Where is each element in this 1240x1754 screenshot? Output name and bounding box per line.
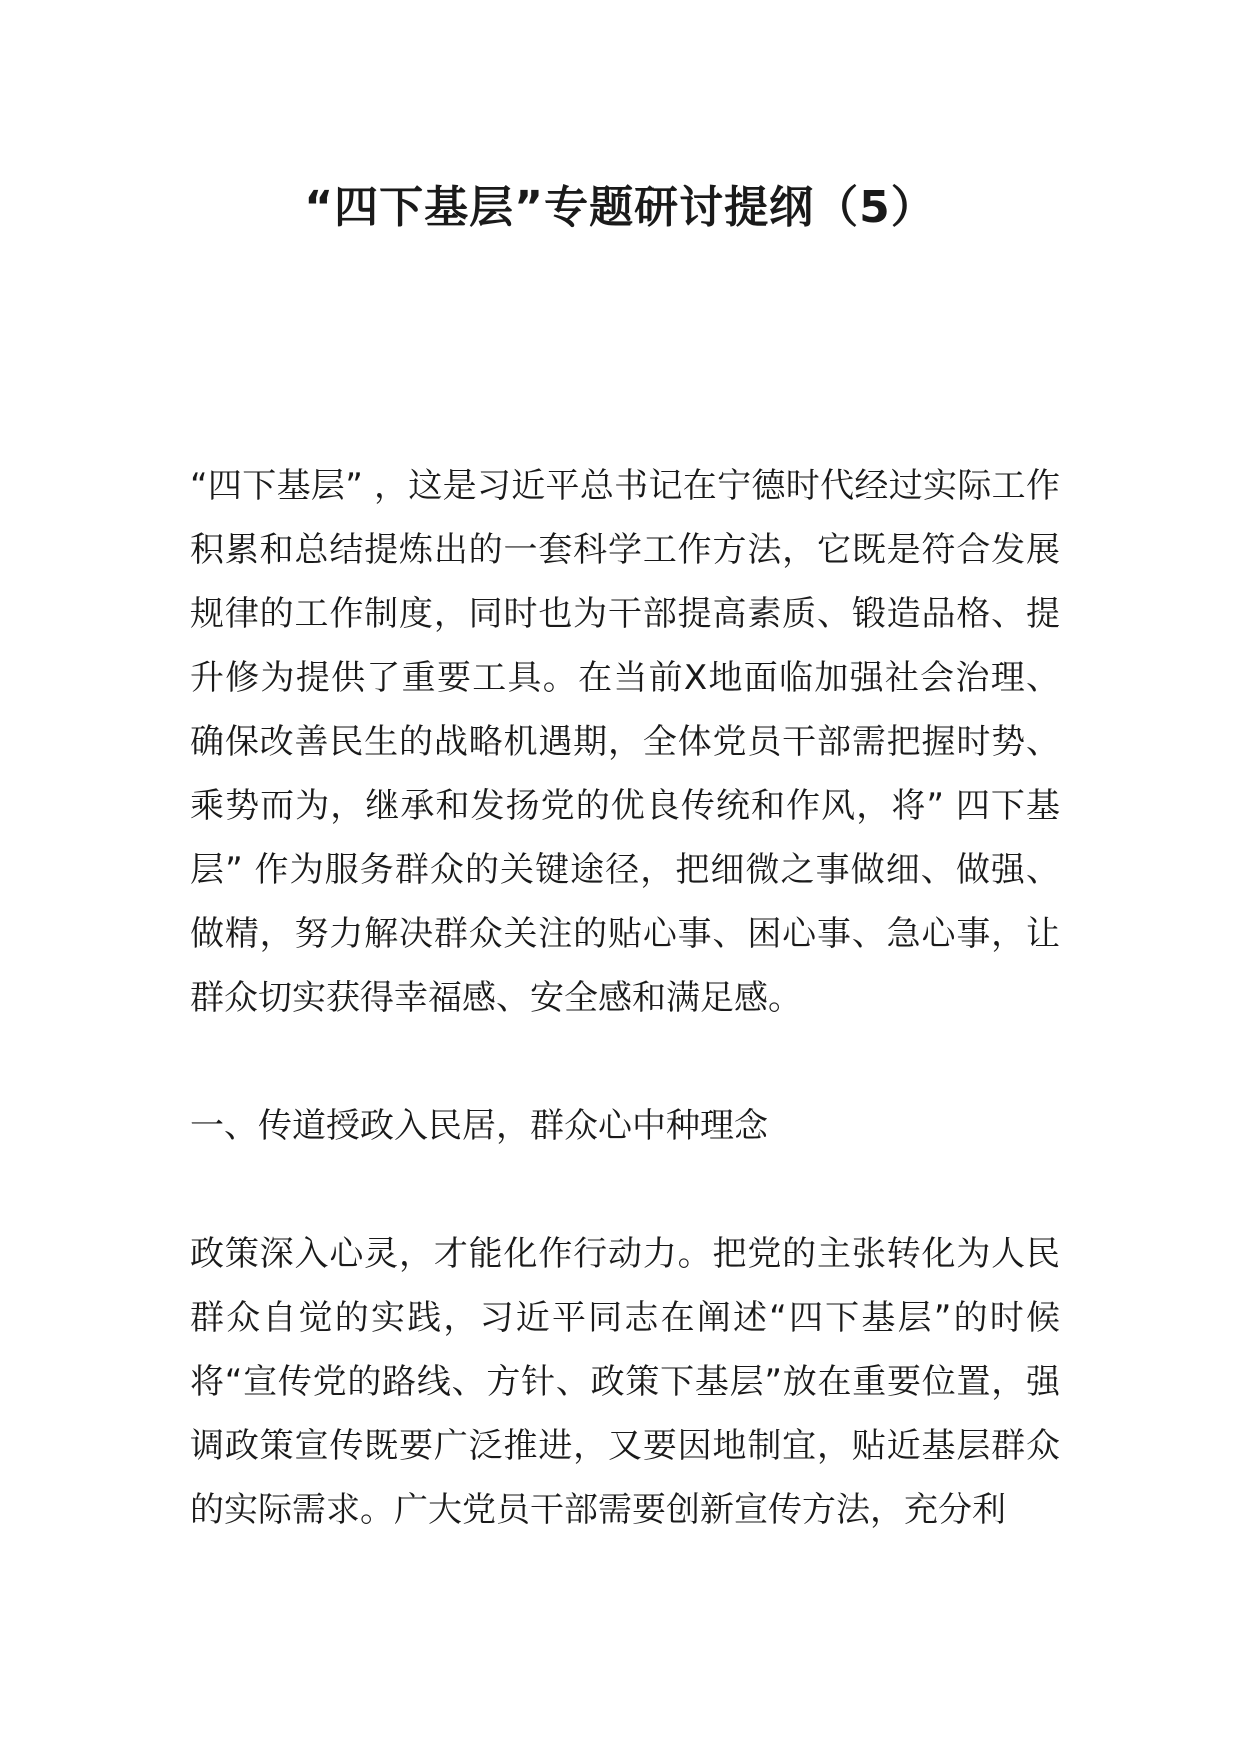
intro-paragraph: “四下基层” ，这是习近平总书记在宁德时代经过实际工作积累和总结提炼出的一套科学工作方法，它既是符合发展规律的工作制度，同时也为干部提高素质、锻造品格、提升修为提供了重要工具。在当前X地面临加强社会治理、确保改善民生的战略机遇期，全体党员干部需把握时势、乘势而为，继承和发扬党的优良传统和作风，将” 四下基层” 作为服务群众的关键途径，把细微之事做细、做强、做精，努力解决群众关注的贴心事、困心事、急心事，让群众切实获得幸福感、安全感和满足感。 (190, 466, 1060, 1018)
paragraph-spacer (190, 1158, 1060, 1222)
document-title: “四下基层”专题研讨提纲（5） (304, 182, 936, 233)
section-heading: 一、传道授政入民居，群众心中种理念 (190, 1106, 768, 1146)
paragraph-spacer (190, 1030, 1060, 1094)
document-body (190, 454, 1060, 1606)
body-paragraph: 政策深入心灵，才能化作行动力。把党的主张转化为人民群众自觉的实践，习近平同志在阐述“四下基层”的时候将“宣传党的路线、方针、政策下基层”放在重要位置，强调政策宣传既要广泛推进，又要因地制宜，贴近基层群众的实际需求。广大党员干部需要创新宣传方法，充分利 (190, 1234, 1060, 1530)
